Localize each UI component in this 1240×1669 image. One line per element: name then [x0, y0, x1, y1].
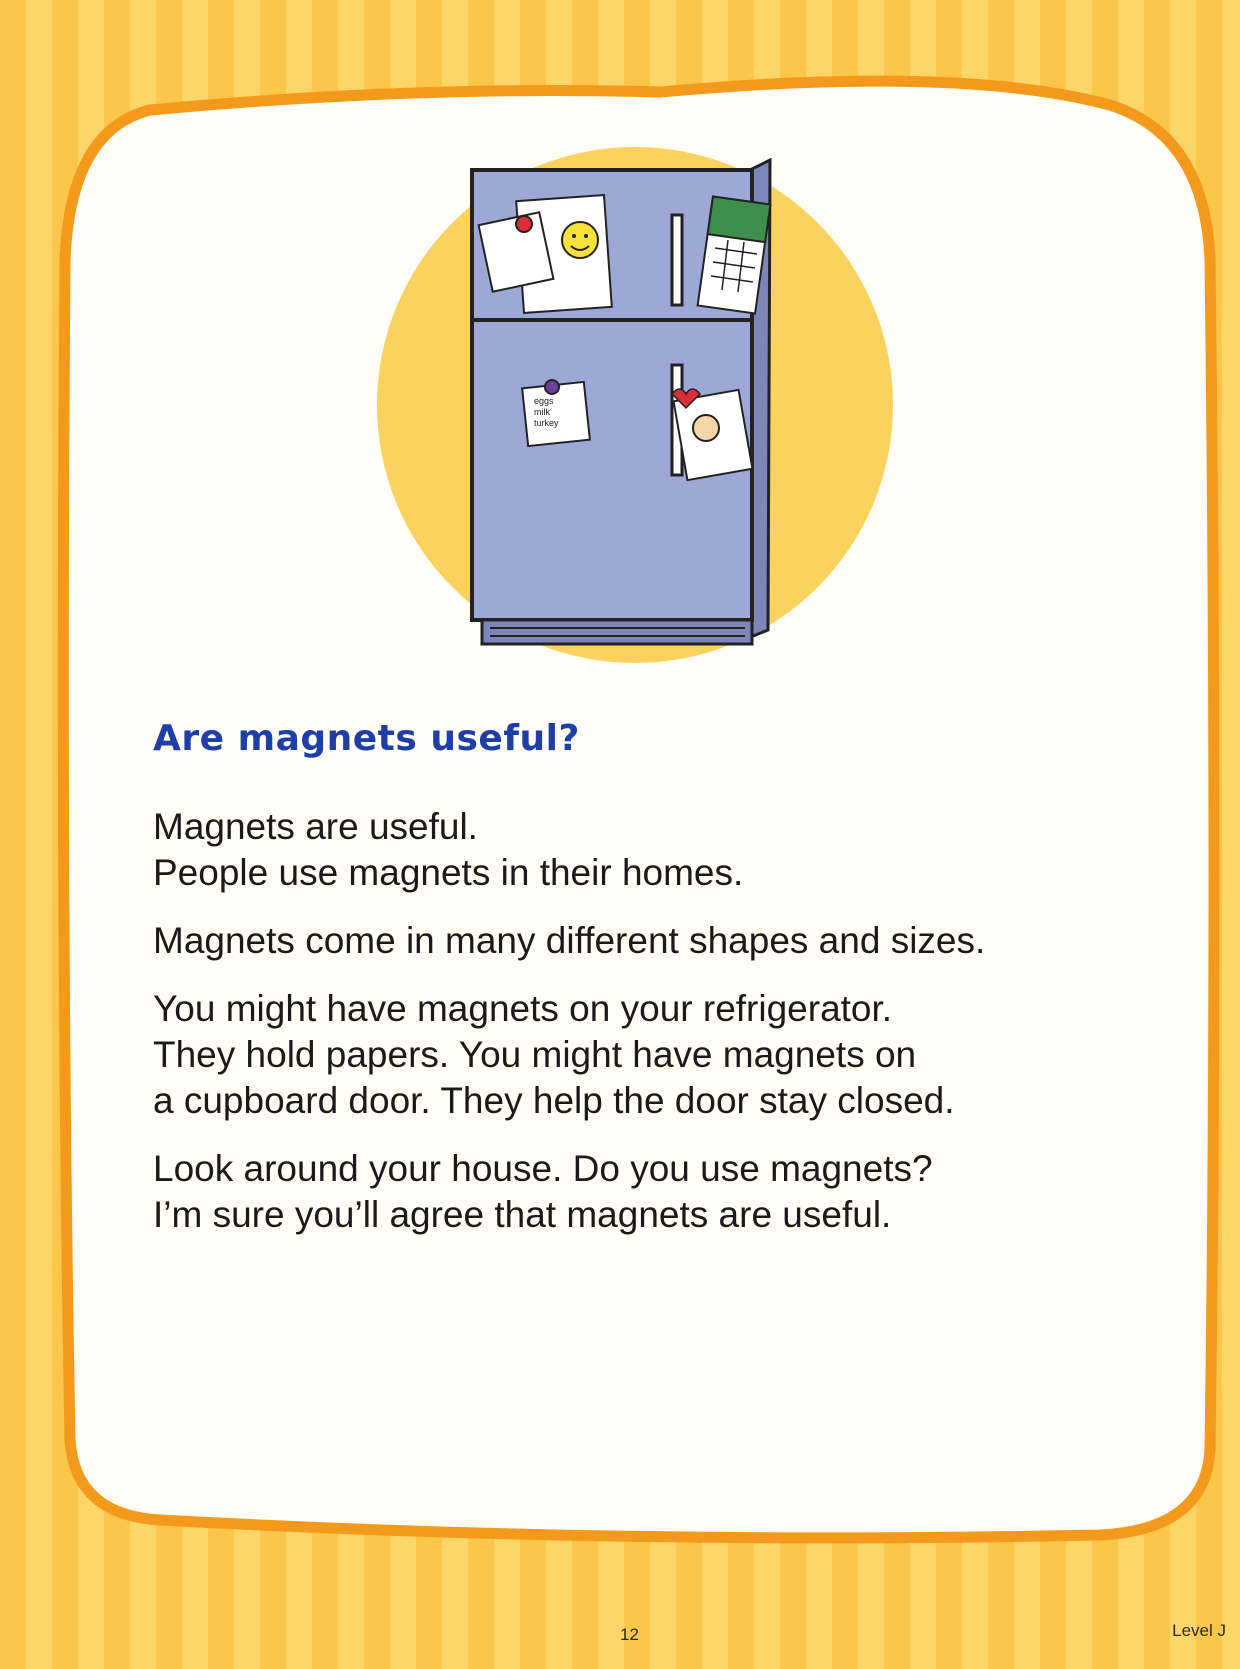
page-number: 12 — [620, 1625, 639, 1644]
text-line: Magnets are useful. — [153, 806, 478, 847]
paragraph — [153, 1146, 1153, 1238]
paragraph — [153, 986, 1153, 1124]
body-text — [153, 804, 1153, 1260]
paragraph — [153, 804, 1153, 896]
paragraph — [153, 918, 1153, 964]
magnet-icon — [516, 216, 532, 232]
freezer-handle — [672, 215, 682, 305]
section-heading: Are magnets useful? — [153, 718, 580, 759]
text-line: I’m sure you’ll agree that magnets are useful. — [153, 1194, 892, 1235]
text-line: People use magnets in their homes. — [153, 852, 744, 893]
note-line: milk — [534, 407, 550, 417]
text-line: a cupboard door. They help the door stay closed. — [153, 1080, 955, 1121]
level-label: Level J — [1172, 1621, 1226, 1640]
note-line: turkey — [534, 418, 559, 428]
text-line: You might have magnets on your refrigerator. — [153, 988, 893, 1029]
text-line: They hold papers. You might have magnets on — [153, 1034, 917, 1075]
text-line: Look around your house. Do you use magnets? — [153, 1148, 933, 1189]
refrigerator-illustration — [360, 140, 920, 680]
magnet-icon — [545, 380, 559, 394]
note-line: eggs — [534, 396, 554, 406]
text-line: Magnets come in many different shapes and sizes. — [153, 920, 986, 961]
